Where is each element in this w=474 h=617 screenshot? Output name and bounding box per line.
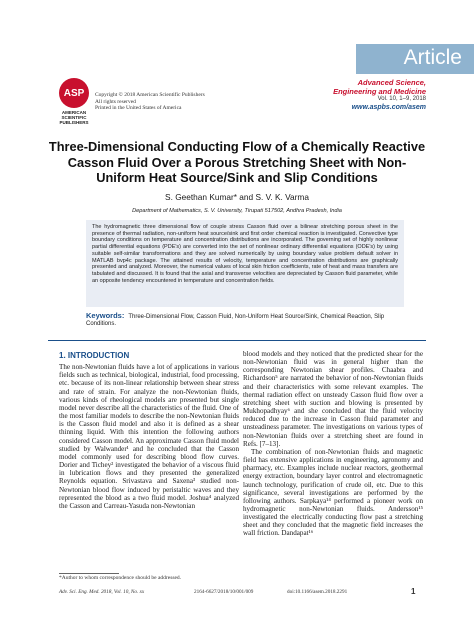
journal-url[interactable]: www.aspbs.com/asem bbox=[351, 103, 426, 111]
copyright-line: Printed in the United States of America bbox=[95, 105, 182, 111]
journal-name: Advanced Science, bbox=[357, 78, 426, 87]
affiliation: Department of Mathematics, S. V. University, Tirupati 517502, Andhra Pradesh, India bbox=[132, 208, 342, 214]
abstract-box bbox=[86, 220, 404, 307]
abstract-text: The hydromagnetic three dimensional flow of couple stress Casson fluid over a bilinear stretching porous sheet in the presence of thermal radiation, non-uniform heat source/sink and first order chemical reaction is investigated. Convective type boundary conditions on temperature and concentration distributions are incorporated. The governing set of highly nonlinear partial differential equations (PDE's) are converted into the set of nonlinear ordinary differential equations (ODE's) by using suitable self-similar transformations and they are solved numerically by using boundary value problem default solver in MATLAB bvp4c package. The attained results of velocity, temperature and concentration distributions are graphically presented and analyzed. Moreover, the numerical values of local skin friction coefficients, rate of heat and mass transfers are tabulated and discussed. It is found that the axial and transverse velocities are depreciated by Casson fluid parameter, while an opposite tendency encountered in temperature and concentration fields. bbox=[92, 224, 398, 284]
authors: S. Geethan Kumar* and S. V. K. Varma bbox=[165, 192, 309, 202]
footer-doi[interactable]: doi:10.1166/asem.2018.2291 bbox=[287, 589, 348, 595]
right-column bbox=[243, 350, 423, 538]
copyright-block bbox=[95, 92, 205, 112]
article-label: Article bbox=[403, 46, 462, 69]
journal-volume: Vol. 10, 1–9, 2018 bbox=[377, 96, 426, 102]
keywords bbox=[86, 312, 404, 329]
page-number: 1 bbox=[411, 587, 416, 596]
copyright-line: Copyright © 2018 American Scientific Publishers bbox=[95, 92, 205, 98]
footnote-divider bbox=[59, 573, 119, 574]
keywords-label: Keywords: bbox=[86, 311, 125, 320]
footer-issn: 2164-6627/2018/10/001/009 bbox=[194, 589, 254, 595]
publisher-logo bbox=[59, 78, 89, 108]
body-paragraph: blood models and they noticed that the predicted shear for the non-Newtonian fluid was in general higher than the corresponding Newtonian shear profiles. Chaabra and Richardson⁵ are narrated the behavior of non-Newtonian fluids and their characteristics with some relevant examples. The thermal radiation effect on unsteady Casson fluid flow over a stretching sheet with suction and blowing is presented by Mukhopadhyay⁶ and she concluded that the fluid velocity reduced due to the increase in Casson fluid parameter and unsteadiness parameter. The investigations on various types of non-Newtonian fluids over a stretching sheet are found in Refs. [7–13]. bbox=[243, 350, 423, 448]
logo-text: ASP bbox=[63, 87, 85, 99]
body-paragraph: The non-Newtonian fluids have a lot of applications in various fields such as technical, biological, industrial, food processing, etc. because of its non-linear relationship between shear stress and rate of strain. For analyze the non-Newtonian fluids, various kinds of rheological models are presented but single model never describe all the characteristics of the fluid. One of the most familiar models to describe the non-Newtonian fluids is the Casson fluid model and also it is defined as a shear thinning liquid. With this intention the following authors considered Casson model. An approximate Casson fluid model studied by Walwander¹ and he concluded that the Casson model commonly used for describing blood flow curves. Dorier and Tichey² investigated the behavior of a viscous fluid in lubrication flows and they presented the generalized Reynolds equation. Srivastava and Saxena³ studied non-Newtonian blood flow induced by peristaltic waves and they represented the blood as a two fluid model. Joshua⁴ analyzed the Casson and Carreau-Yasuda non-Newtonian bbox=[59, 363, 239, 510]
section-heading: 1. INTRODUCTION bbox=[59, 351, 130, 360]
copyright-line: All rights reserved bbox=[95, 98, 136, 105]
journal-info bbox=[333, 78, 426, 112]
article-tab bbox=[356, 44, 474, 74]
footer-journal: Adv. Sci. Eng. Med. 2018, Vol. 10, No. xx bbox=[59, 589, 145, 595]
body-paragraph: The combination of non-Newtonian fluids and magnetic field has extensive applications in engineering, agronomy and pharmacy, etc. Examples include nuclear reactors, geothermal energy extraction, boundary layer control and electromagnetic launch technology, purification of crude oil, etc. Due to this significance, several investigations are performed by the following authors. Sarpkaya¹⁴ performed a pioneer work on hydromagnetic non-Newtonian fluids. Andersson¹⁵ investigated the electrically conducting flow past a stretching sheet and they concluded that the magnetic field increases the wall friction. Dandapat¹⁶ bbox=[243, 447, 423, 538]
journal-name-line-2: Engineering and Medicine bbox=[333, 87, 426, 96]
logo-subtext: AMERICAN SCIENTIFIC PUBLISHERS bbox=[59, 110, 89, 125]
paper-title: Three-Dimensional Conducting Flow of a Chemically Reactive Casson Fluid Over a Porous Stretching Sheet with Non-Uniform Heat Source/Sink and Slip Conditions bbox=[48, 139, 426, 186]
section-divider bbox=[48, 340, 426, 341]
keywords-text: Three-Dimensional Flow, Casson Fluid, Non-Uniform Heat Source/Sink, Chemical Reaction, Slip Conditions. bbox=[86, 314, 385, 328]
footnote: *Author to whom correspondence should be addressed. bbox=[59, 575, 182, 581]
left-column bbox=[59, 352, 239, 510]
